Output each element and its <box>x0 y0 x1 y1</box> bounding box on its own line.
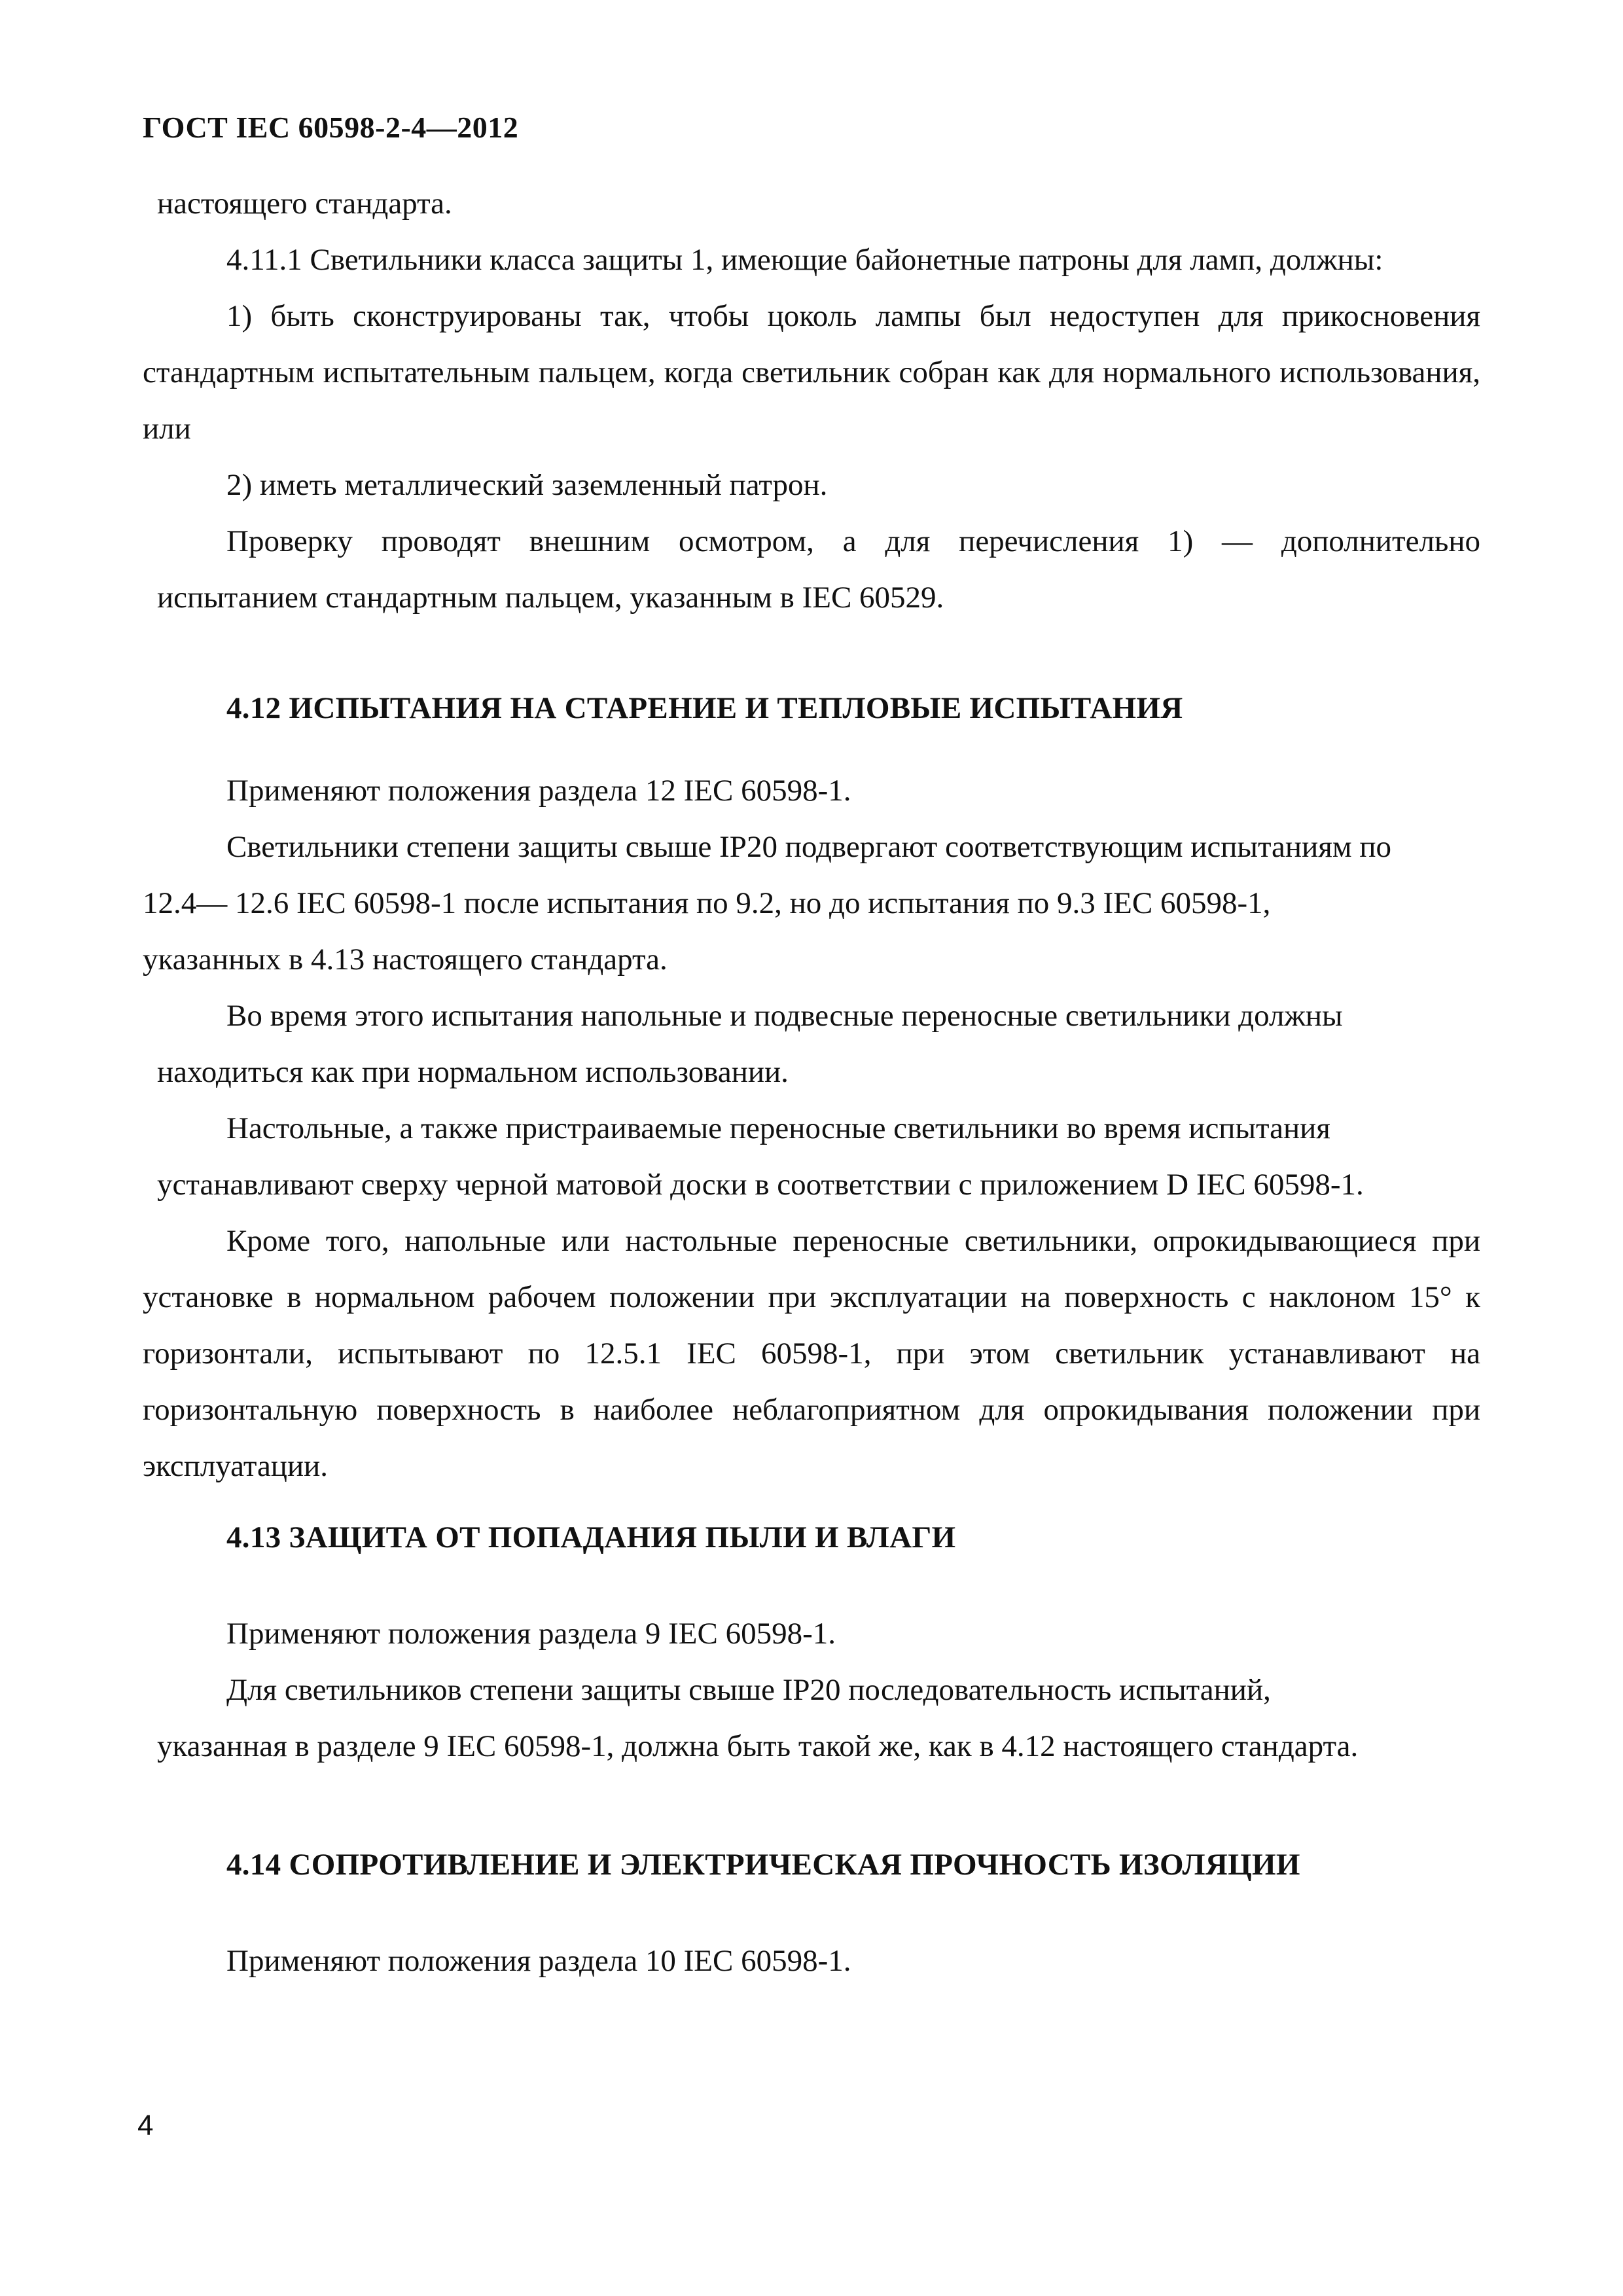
paragraph-4-12-ip20-line-1: Светильники степени защиты свыше IP20 подвергают соответствующим испытаниям по <box>226 830 1391 864</box>
paragraph-4-14-apply: Применяют положения раздела 10 IEC 60598-1. <box>226 1944 851 1978</box>
paragraph-4-12-ip20-line-2: 12.4— 12.6 IEC 60598-1 после испытания по 9.2, но до испытания по 9.3 IEC 60598-1, <box>143 886 1271 920</box>
section-title-4-13: 4.13 ЗАЩИТА ОТ ПОПАДАНИЯ ПЫЛИ И ВЛАГИ <box>226 1520 956 1554</box>
block-4-13 <box>143 1605 1480 1774</box>
paragraph-item-2: 2) иметь металлический заземленный патрон. <box>226 468 828 502</box>
paragraph-4-12-ip20-line-3: указанных в 4.13 настоящего стандарта. <box>143 942 668 977</box>
paragraph-check-line-2: испытанием стандартным пальцем, указанным в IEC 60529. <box>157 581 944 615</box>
paragraph-4-12-tipping: Кроме того, напольные или настольные переносные светильники, опрокидывающиеся при установке в нормальном рабочем положении при эксплуатации на поверхность с наклоном 15° к горизонтали, испытывают по 12.5.1 IEC 60598-1, при этом светильник устанавливают на горизонтальную поверхность в наиболее неблагоприятном для опрокидывания положении при эксплуатации. <box>143 1224 1480 1483</box>
paragraph-4-12-floor-line-1: Во время этого испытания напольные и подвесные переносные светильники должны <box>226 999 1343 1033</box>
paragraph-item-1: 1) быть сконструированы так, чтобы цоколь лампы был недоступен для прикосновения стандартным испытательным пальцем, когда светильник собран как для нормального использования, или <box>143 299 1480 446</box>
section-title-4-14: 4.14 СОПРОТИВЛЕНИЕ И ЭЛЕКТРИЧЕСКАЯ ПРОЧНОСТЬ ИЗОЛЯЦИИ <box>226 1848 1300 1882</box>
paragraph-4-11-1: 4.11.1 Светильники класса защиты 1, имеющие байонетные патроны для ламп, должны: <box>226 243 1383 277</box>
paragraph-4-12-floor-line-2: находиться как при нормальном использовании. <box>157 1055 789 1089</box>
section-title-4-12: 4.12 ИСПЫТАНИЯ НА СТАРЕНИЕ И ТЕПЛОВЫЕ ИСПЫТАНИЯ <box>226 691 1183 725</box>
paragraph-4-12-apply: Применяют положения раздела 12 IEC 60598-1. <box>226 774 851 808</box>
block-4-12 <box>143 762 1480 1494</box>
page-number: 4 <box>137 2109 154 2142</box>
document-header: ГОСТ IEC 60598-2-4—2012 <box>143 111 519 144</box>
paragraph-4-12-table-line-2: устанавливают сверху черной матовой доски в соответствии с приложением D IEC 60598-1. <box>157 1168 1364 1202</box>
paragraph-4-12-table-line-1: Настольные, а также пристраиваемые переносные светильники во время испытания <box>226 1111 1330 1145</box>
block-4-14 <box>143 1933 1480 1989</box>
paragraph-check-line-1: Проверку проводят внешним осмотром, а для перечисления 1) — дополнительно <box>226 524 1480 558</box>
block-4-11 <box>143 175 1480 626</box>
paragraph-4-13-apply: Применяют положения раздела 9 IEC 60598-1. <box>226 1617 836 1651</box>
paragraph-4-13-seq-line-1: Для светильников степени защиты свыше IP20 последовательность испытаний, <box>226 1673 1271 1707</box>
paragraph-continuation: настоящего стандарта. <box>157 187 452 221</box>
paragraph-4-13-seq-line-2: указанная в разделе 9 IEC 60598-1, должна быть такой же, как в 4.12 настоящего стандарта. <box>157 1729 1359 1763</box>
